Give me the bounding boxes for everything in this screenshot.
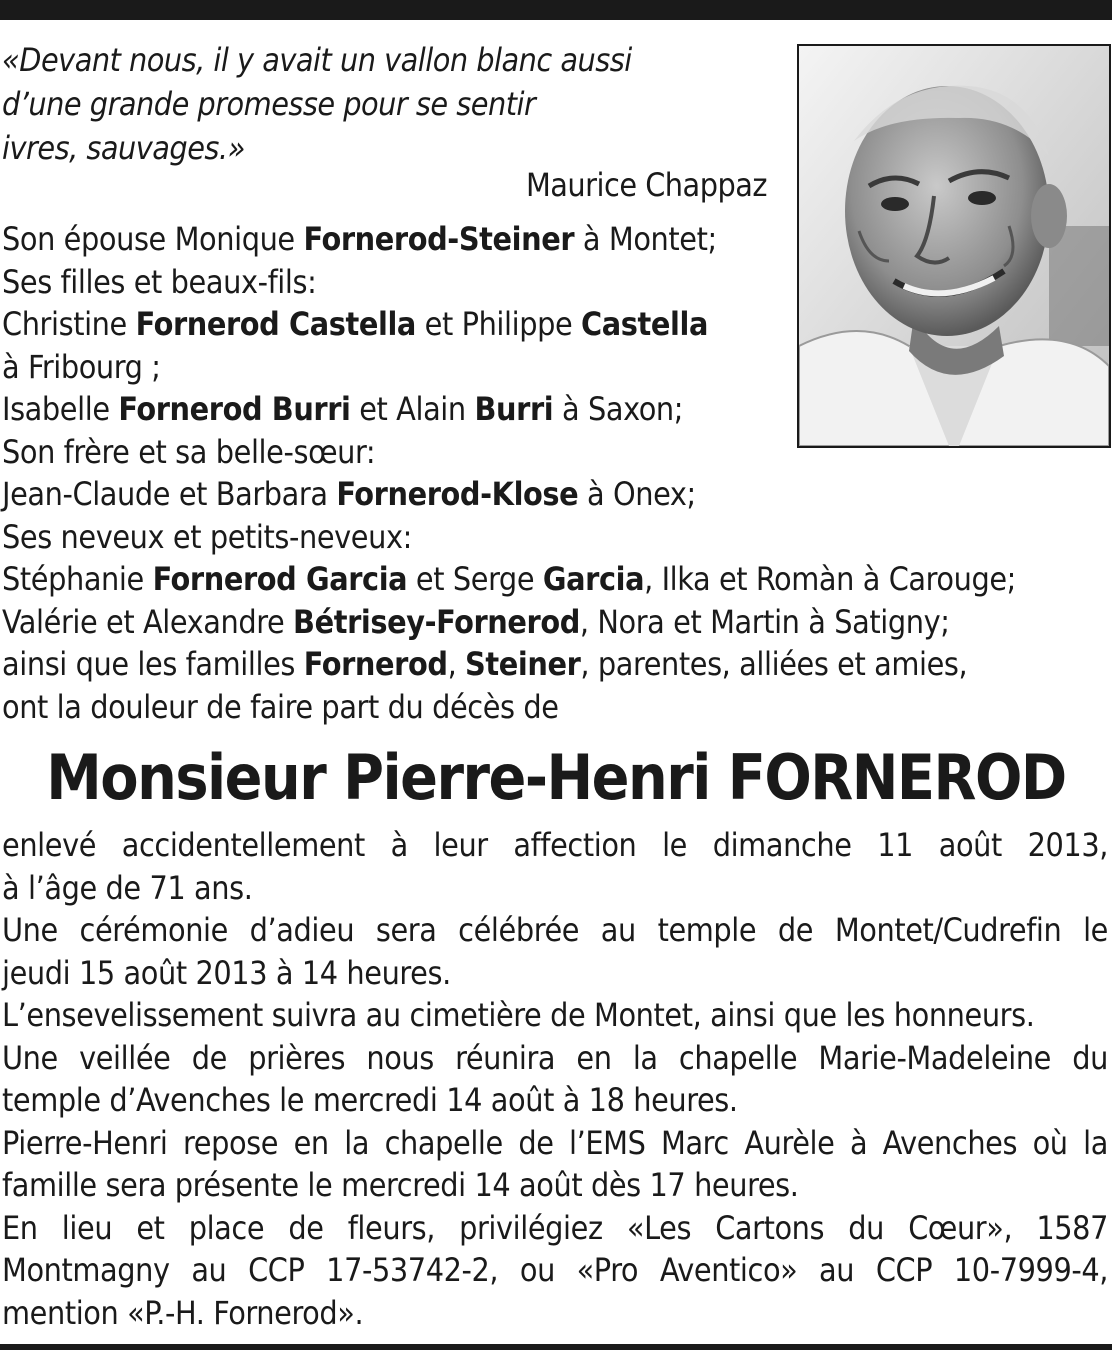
detail-paragraph	[2, 909, 1108, 994]
detail-line: Une cérémonie d’adieu sera célébrée au temple de Montet/Cudrefin le	[2, 911, 1108, 949]
family-line: Jean-Claude et Barbara Fornerod-Klose à Onex;	[2, 475, 696, 513]
quote-author: Maurice Chappaz	[525, 166, 767, 204]
bottom-rule	[0, 1344, 1112, 1350]
detail-line: Pierre-Henri repose en la chapelle de l’EMS Marc Aurèle à Avenches où la	[2, 1123, 1108, 1162]
detail-line: L’ensevelissement suivra au cimetière de Montet, ainsi que les honneurs.	[2, 996, 1035, 1034]
surname: Fornerod Castella	[135, 305, 416, 343]
family-line: ont la douleur de faire part du décès de	[2, 687, 559, 726]
family-line: Ses neveux et petits-neveux:	[2, 517, 412, 556]
surname: Steiner	[465, 645, 581, 683]
detail-line: Montmagny au CCP 17-53742-2, ou «Pro Aventico» au CCP 10-7999-4,	[2, 1251, 1108, 1289]
quote-line: «Devant nous, il y avait un vallon blanc aussi	[2, 41, 632, 79]
surname: Castella	[581, 305, 708, 343]
detail-paragraph	[2, 1207, 1108, 1335]
family-line: Son frère et sa belle-sœur:	[2, 432, 376, 471]
detail-line: à l’âge de 71 ans.	[2, 868, 253, 907]
detail-paragraph	[2, 1122, 1108, 1207]
surname: Burri	[474, 390, 554, 428]
deceased-name: Monsieur Pierre-Henri FORNEROD	[46, 741, 1066, 814]
surname: Bétrisey-Fornerod	[293, 602, 580, 641]
detail-line: enlevé accidentellement à leur affection le dimanche 11 août 2013,	[2, 826, 1108, 864]
detail-line: En lieu et place de fleurs, privilégiez «Les Cartons du Cœur», 1587	[2, 1208, 1108, 1247]
detail-line: mention «P.-H. Fornerod».	[2, 1293, 364, 1332]
detail-paragraph	[2, 994, 1108, 1037]
epigraph-quote	[2, 38, 762, 170]
surname: Fornerod-Klose	[336, 475, 579, 513]
surname: Fornerod Burri	[118, 390, 351, 428]
ceremony-details	[2, 824, 1108, 1334]
family-line: ainsi que les familles Fornerod, Steiner, parentes, alliées et amies,	[2, 645, 968, 683]
family-list	[2, 218, 1102, 728]
detail-line: jeudi 15 août 2013 à 14 heures.	[2, 953, 451, 992]
detail-paragraph	[2, 1037, 1108, 1122]
surname: Fornerod-Steiner	[303, 220, 575, 258]
surname: Fornerod Garcia	[152, 560, 408, 598]
family-line: à Fribourg ;	[2, 347, 161, 386]
detail-line: temple d’Avenches le mercredi 14 août à 18 heures.	[2, 1081, 738, 1119]
family-line: Stéphanie Fornerod Garcia et Serge Garcia, Ilka et Romàn à Carouge;	[2, 560, 1016, 598]
family-line: Isabelle Fornerod Burri et Alain Burri à Saxon;	[2, 390, 684, 428]
quote-line: d’une grande promesse pour se sentir	[2, 85, 536, 123]
surname: Garcia	[542, 560, 645, 598]
detail-line: Une veillée de prières nous réunira en la chapelle Marie-Madeleine du	[2, 1038, 1108, 1077]
detail-line: famille sera présente le mercredi 14 août dès 17 heures.	[2, 1166, 799, 1204]
surname: Fornerod	[303, 645, 448, 683]
quote-line: ivres, sauvages.»	[2, 129, 245, 167]
family-line: Valérie et Alexandre Bétrisey-Fornerod, Nora et Martin à Satigny;	[2, 602, 950, 641]
family-line: Son épouse Monique Fornerod-Steiner à Montet;	[2, 220, 717, 258]
top-rule	[0, 0, 1112, 20]
detail-paragraph	[2, 824, 1108, 909]
family-line: Ses filles et beaux-fils:	[2, 262, 317, 301]
family-line: Christine Fornerod Castella et Philippe Castella	[2, 305, 708, 343]
